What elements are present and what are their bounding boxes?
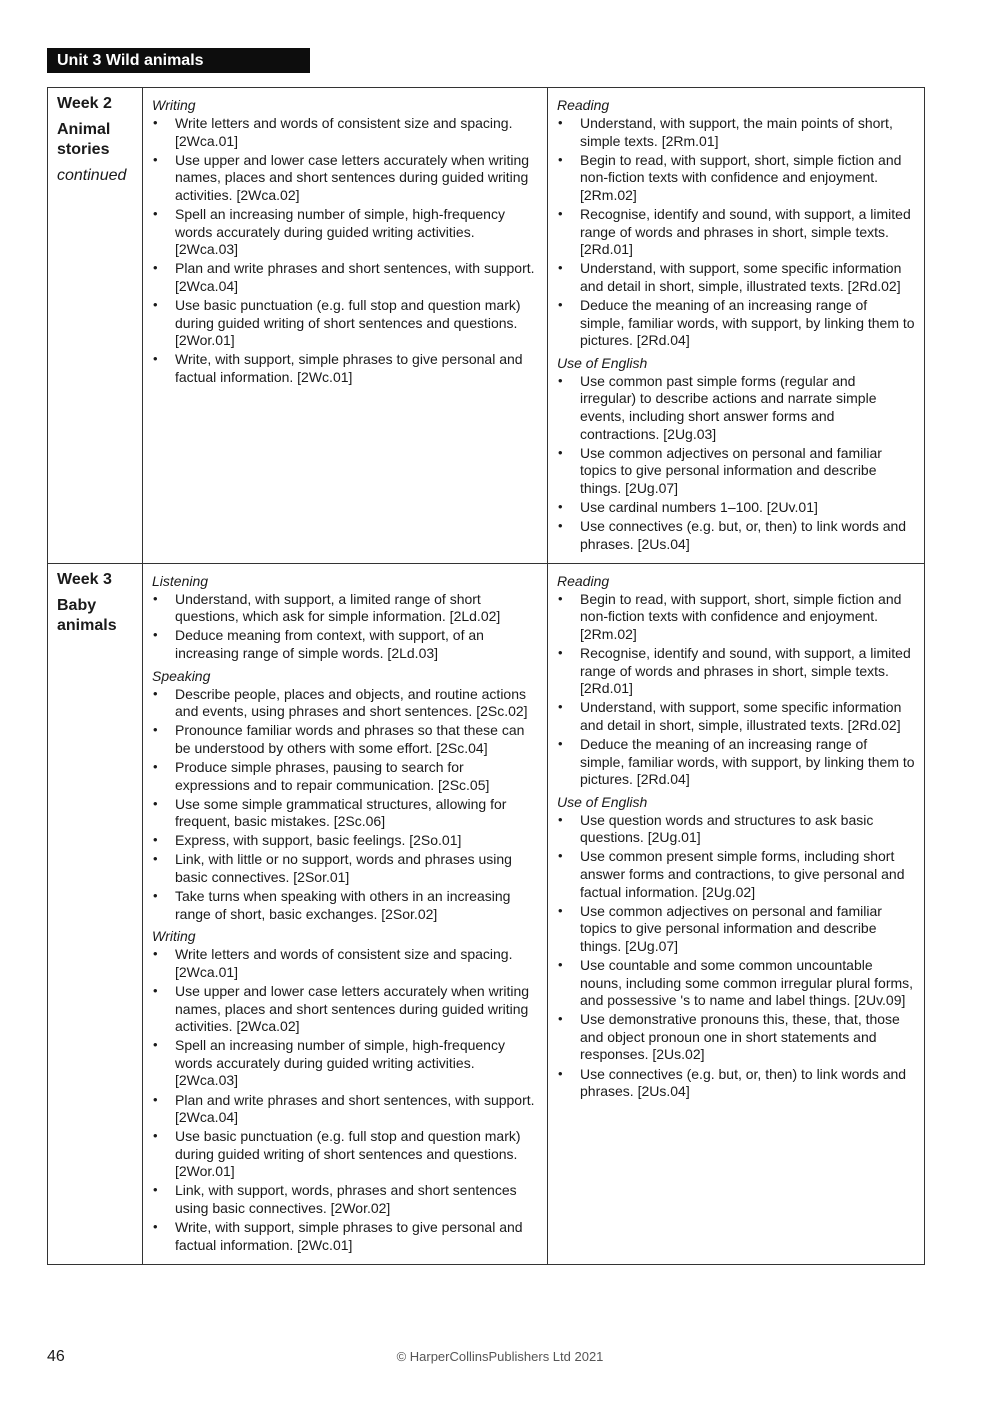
week-row (48, 88, 925, 564)
objective-list (152, 591, 538, 663)
objective-item: • Write letters and words of consistent size and spacing. [2Wca.01] (152, 946, 538, 981)
objective-item: • Use question words and structures to ask basic questions. [2Ug.01] (557, 812, 915, 847)
objective-item: • Use demonstrative pronouns this, these, that, those and object pronoun one in short statements and responses. [2Us.02] (557, 1011, 915, 1064)
section-title: Listening (152, 572, 209, 589)
week-row (48, 563, 925, 1264)
unit-header: Unit 3 Wild animals (47, 48, 310, 73)
objective-item: • Describe people, places and objects, and routine actions and events, using phrases and short sentences. [2Sc.02] (152, 686, 538, 721)
objectives-cell-left (143, 88, 548, 564)
objective-list (557, 373, 915, 553)
objectives-cell-right (548, 88, 925, 564)
objective-item: • Take turns when speaking with others in an increasing range of short, basic exchanges. [2Sor.02] (152, 888, 538, 923)
objective-item: • Spell an increasing number of simple, high-frequency words accurately during guided writing activities. [2Wca.03] (152, 1037, 538, 1090)
objective-item: • Use countable and some common uncountable nouns, including some common irregular plural forms, and possessive 's to name and label things. [2Uv.09] (557, 957, 915, 1010)
objective-item: • Express, with support, basic feelings. [2So.01] (152, 832, 538, 850)
week-topic: Animal stories (57, 121, 111, 158)
section-title: Writing (152, 928, 196, 945)
objective-list (152, 115, 538, 386)
objective-item: • Understand, with support, some specific information and detail in short, simple, illustrated texts. [2Rd.02] (557, 699, 915, 734)
objective-item: • Pronounce familiar words and phrases so that these can be understood by others with some effort. [2Sc.04] (152, 722, 538, 757)
objective-item: • Begin to read, with support, short, simple fiction and non-fiction texts with confidence and enjoyment. [2Rm.02] (557, 152, 915, 205)
objective-item: • Begin to read, with support, short, simple fiction and non-fiction texts with confidence and enjoyment. [2Rm.02] (557, 591, 915, 644)
section-title: Use of English (557, 793, 648, 810)
objective-item: • Write, with support, simple phrases to give personal and factual information. [2Wc.01] (152, 351, 538, 386)
objective-item: • Link, with support, words, phrases and short sentences using basic connectives. [2Wor.02] (152, 1182, 538, 1217)
objective-item: • Link, with little or no support, words and phrases using basic connectives. [2Sor.01] (152, 851, 538, 886)
objective-item: • Understand, with support, a limited range of short questions, which ask for simple information. [2Ld.02] (152, 591, 538, 626)
copyright-notice: © HarperCollinsPublishers Ltd 2021 (396, 1349, 604, 1364)
objective-item: • Use connectives (e.g. but, or, then) to link words and phrases. [2Us.04] (557, 518, 915, 553)
objective-item: • Plan and write phrases and short sentences, with support. [2Wca.04] (152, 260, 538, 295)
objective-item: • Produce simple phrases, pausing to search for expressions and to repair communication. [2Sc.05] (152, 759, 538, 794)
objective-item: • Use common past simple forms (regular and irregular) to describe actions and narrate simple events, including short answer forms and contractions. [2Ug.03] (557, 373, 915, 443)
objective-item: • Deduce meaning from context, with support, of an increasing range of simple words. [2Ld.03] (152, 627, 538, 662)
objective-item: • Write letters and words of consistent size and spacing. [2Wca.01] (152, 115, 538, 150)
objective-item: • Use basic punctuation (e.g. full stop and question mark) during guided writing of short sentences and questions. [2Wor.01] (152, 297, 538, 350)
objective-item: • Write, with support, simple phrases to give personal and factual information. [2Wc.01] (152, 1219, 538, 1254)
objective-list (557, 591, 915, 789)
objective-item: • Use common adjectives on personal and familiar topics to give personal information and describe things. [2Ug.07] (557, 903, 915, 956)
objective-item: • Deduce the meaning of an increasing range of simple, familiar words, with support, by linking them to pictures. [2Rd.04] (557, 736, 915, 789)
objective-item: • Spell an increasing number of simple, high-frequency words accurately during guided writing activities. [2Wca.03] (152, 206, 538, 259)
objective-item: • Use some simple grammatical structures, allowing for frequent, basic mistakes. [2Sc.06] (152, 796, 538, 831)
section-title: Reading (557, 572, 610, 589)
objective-item: • Use basic punctuation (e.g. full stop and question mark) during guided writing of short sentences and questions. [2Wor.01] (152, 1128, 538, 1181)
continued-label: continued (57, 167, 127, 184)
week-topic: Baby animals (57, 596, 117, 634)
objective-item: • Use cardinal numbers 1–100. [2Uv.01] (557, 499, 915, 517)
scheme-of-work-table (47, 87, 925, 1265)
objective-item: • Understand, with support, the main points of short, simple texts. [2Rm.01] (557, 115, 915, 150)
week-label: Week 2 (57, 95, 112, 112)
objective-list (152, 686, 538, 924)
section-title: Use of English (557, 354, 648, 371)
objective-item: • Deduce the meaning of an increasing range of simple, familiar words, with support, by linking them to pictures. [2Rd.04] (557, 297, 915, 350)
objective-item: • Use connectives (e.g. but, or, then) to link words and phrases. [2Us.04] (557, 1066, 915, 1101)
objective-item: • Recognise, identify and sound, with support, a limited range of words and phrases in short, simple texts. [2Rd.01] (557, 206, 915, 259)
objective-item: • Recognise, identify and sound, with support, a limited range of words and phrases in short, simple texts. [2Rd.01] (557, 645, 915, 698)
objective-item: • Use common adjectives on personal and familiar topics to give personal information and describe things. [2Ug.07] (557, 445, 915, 498)
section-title: Reading (557, 97, 610, 113)
objective-item: • Use upper and lower case letters accurately when writing names, places and short sentences during guided writing activities. [2Wca.02] (152, 983, 538, 1036)
week-label: Week 3 (57, 570, 112, 588)
objective-list (557, 115, 915, 350)
week-cell (48, 88, 143, 564)
objectives-cell-right (548, 563, 925, 1264)
week-cell (48, 563, 143, 1264)
objective-list (152, 946, 538, 1254)
objective-item: • Plan and write phrases and short sentences, with support. [2Wca.04] (152, 1092, 538, 1127)
objective-item: • Understand, with support, some specific information and detail in short, simple, illustrated texts. [2Rd.02] (557, 260, 915, 295)
objective-list (557, 812, 915, 1101)
objectives-cell-left (143, 563, 548, 1264)
page-number: 46 (47, 1348, 65, 1365)
section-title: Writing (152, 97, 196, 113)
objective-item: • Use common present simple forms, including short answer forms and contractions, to give personal and factual information. [2Ug.02] (557, 848, 915, 901)
section-title: Speaking (152, 667, 211, 684)
objective-item: • Use upper and lower case letters accurately when writing names, places and short sentences during guided writing activities. [2Wca.02] (152, 152, 538, 205)
